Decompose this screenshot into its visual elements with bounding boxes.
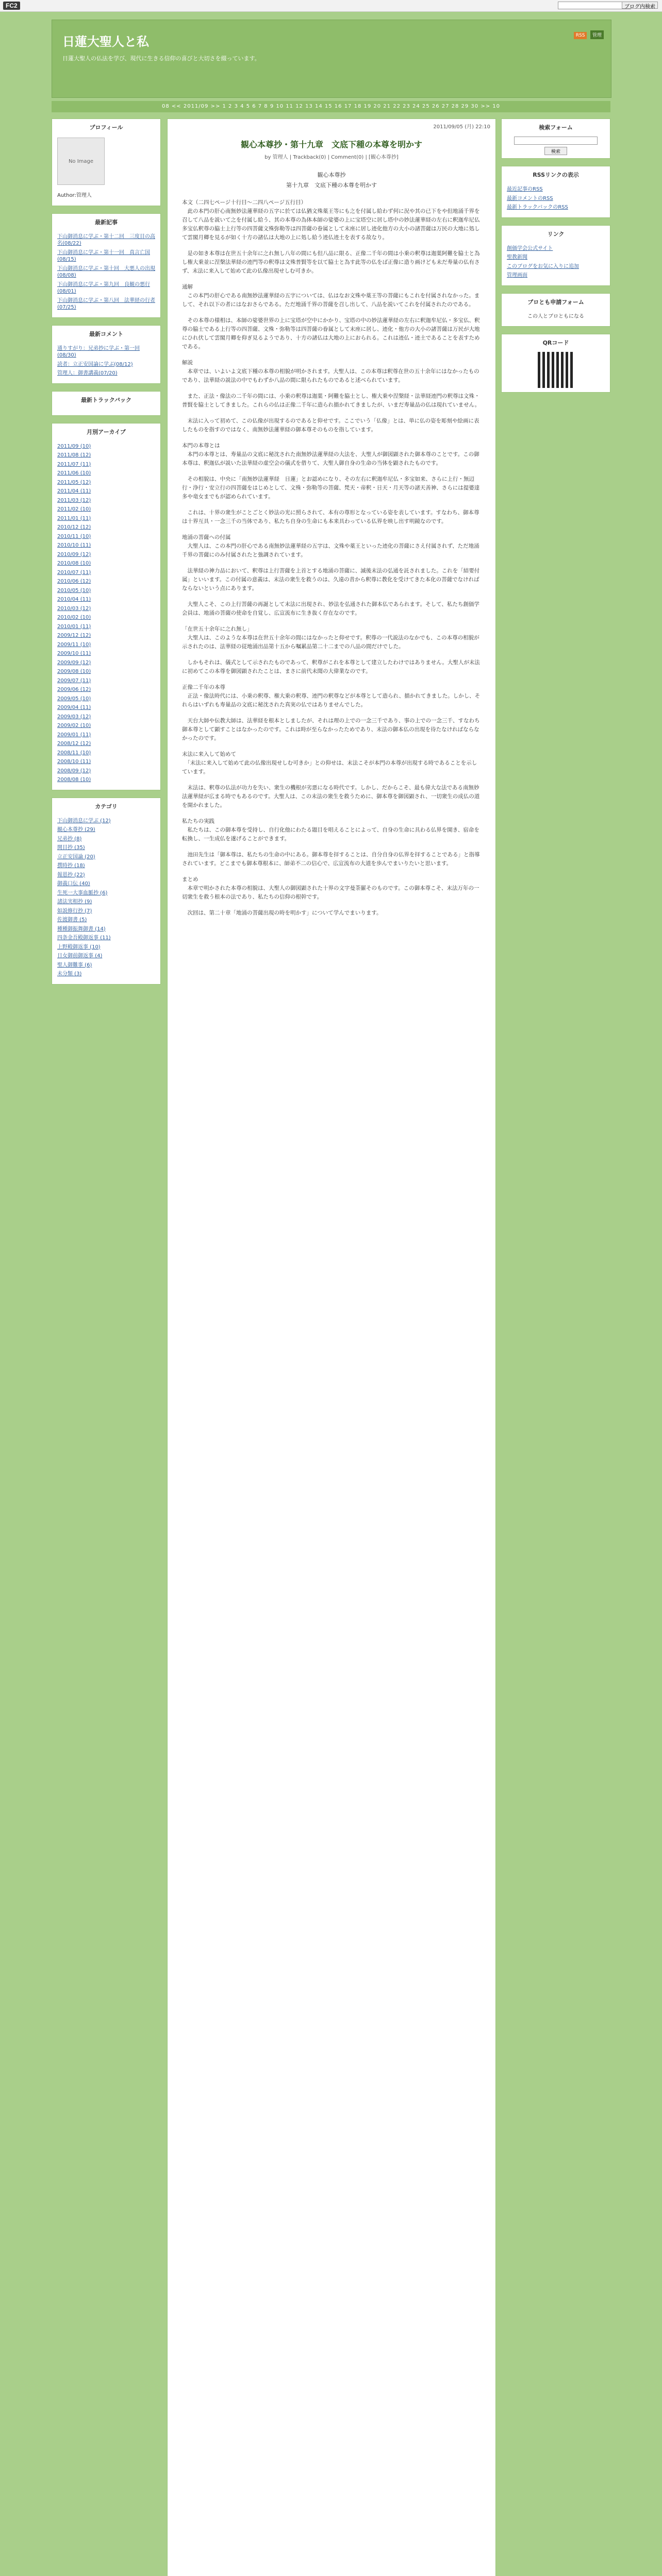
recent-entries-list [52, 229, 160, 317]
entry-paragraph: 地涌の菩薩への付属 大聖人は、この本門の肝心である南無妙法蓮華経の五字は、文殊や薬王といった迹化の菩薩にさえ付属されず、ただ地涌千界の菩薩にのみ付属されたと強調されています。 [182, 534, 479, 558]
archives-box [52, 423, 161, 790]
search-title: 検索フォーム [502, 119, 610, 134]
archive-link[interactable]: 2010/01 (11) [57, 623, 91, 630]
archive-link[interactable]: 2011/05 (12) [57, 479, 91, 485]
archive-link[interactable]: 2011/02 (10) [57, 506, 91, 512]
category-link[interactable]: 下山御消息に学ぶ (12) [57, 818, 111, 824]
archive-link[interactable]: 2008/09 (12) [57, 768, 91, 774]
entry-paragraph: 末法に来入して始めて 「末法に来入して始めて此の仏像出現せしむ可きか」との仰せは、末法こそが本門の本尊が出現する時であることを示しています。 [182, 751, 477, 775]
rss-button[interactable]: RSS [574, 32, 587, 39]
recent-comments-list [52, 341, 160, 383]
qr-box [501, 334, 610, 393]
entry-paragraph: 是の如き本尊は在世五十余年に之れ無し八年の間にも但八品に限る、正像二千年の間は小乗の釈尊は迦葉阿難を脇士と為し権大乗並に涅槃法華経の迹門等の釈尊は文殊普賢等を以て脇士と為す此等の仏をば正像に造り画けども未だ寿量の仏有さず、末法に来入して始めて此の仏像出現せしむ可きか。 [182, 250, 480, 275]
recent-comments-box [52, 325, 161, 384]
external-link[interactable]: 創価学会公式サイト [507, 245, 553, 251]
archive-link[interactable]: 2009/03 (12) [57, 714, 91, 720]
recent-entry-link[interactable]: 下山御消息に学ぶ・第十一回 真言亡国(08/15) [57, 249, 150, 262]
archive-link[interactable]: 2009/07 (11) [57, 677, 91, 684]
archive-link[interactable]: 2009/09 (12) [57, 659, 91, 666]
category-link[interactable]: 立正安国論 (20) [57, 854, 95, 860]
recent-entry-link[interactable]: 下山御消息に学ぶ・第十二回 三度目の高名(08/22) [57, 233, 155, 246]
category-link[interactable]: 如説修行抄 (7) [57, 908, 92, 914]
archive-link[interactable]: 2009/10 (11) [57, 651, 91, 656]
entry-paragraph: 天台大師や伝教大師は、法華経を根本としましたが、それは理の上での一念三千であり、事の上での一念三千、すなわち御本尊として顕すことはなかったのです。これは時が至らなかったためであり、末法の御本仏の出現を待たなければならなかったのです。 [182, 718, 480, 742]
fc2-logo[interactable]: FC2 [3, 2, 20, 10]
rss-list [502, 182, 610, 217]
categories-list [52, 814, 160, 984]
categories-title: カテゴリ [52, 798, 160, 814]
category-link[interactable]: 日女御前御返事 (4) [57, 953, 103, 959]
archive-link[interactable]: 2009/08 (10) [57, 669, 91, 674]
archive-link[interactable]: 2010/03 (12) [57, 605, 91, 612]
archive-link[interactable]: 2008/11 (10) [57, 750, 91, 756]
archive-link[interactable]: 2009/06 (12) [57, 687, 91, 692]
rss-link[interactable]: 最近記事のRSS [507, 187, 543, 192]
admin-button[interactable]: 管理 [590, 30, 604, 39]
trackbacks-list [52, 407, 160, 415]
main-entry [167, 118, 496, 2576]
rss-title: RSSリンクの表示 [502, 166, 610, 182]
qr-title: QRコード [502, 334, 610, 350]
archive-link[interactable]: 2009/01 (11) [57, 732, 91, 738]
archive-link[interactable]: 2010/11 (10) [57, 533, 91, 539]
archive-link[interactable]: 2010/02 (10) [57, 615, 91, 620]
category-link[interactable]: 生死一大事血脈抄 (6) [57, 890, 108, 896]
category-link[interactable]: 四条金吾殿御返事 (11) [57, 935, 111, 941]
archive-link[interactable]: 2008/12 (12) [57, 741, 91, 747]
entry-paragraph: まとめ 本章で明かされた本尊の相貌は、大聖人の御図顕された十界の文字曼荼羅そのものです。この御本尊こそ、末法万年の一切衆生を救う根本の法であり、私たちの信仰の根幹です。 [182, 876, 479, 901]
recent-entry-link[interactable]: 下山御消息に学ぶ・第八回 法華経の行者(07/25) [57, 297, 155, 310]
category-link[interactable]: 御義口伝 (40) [57, 881, 90, 887]
profile-title: プロフィール [52, 119, 160, 134]
archive-link[interactable]: 2011/08 (12) [57, 452, 91, 458]
archive-link[interactable]: 2009/05 (10) [57, 696, 91, 702]
blog-title[interactable]: 日蓮大聖人と私 [62, 35, 149, 49]
archive-link[interactable]: 2009/12 (12) [57, 633, 91, 638]
entry-paragraph: 解説 本章では、いよいよ文底下種の本尊の相貌が明かされます。大聖人は、この本尊は釈尊在世の五十余年にはなかったものであり、法華経の説法の中でもわずか八品の間に限られたものであると述べられています。 [182, 360, 479, 384]
archive-link[interactable]: 2010/09 (12) [57, 551, 91, 557]
entry-chapter: 第十九章 文底下種の本尊を明かす [286, 182, 377, 189]
entry-body [168, 198, 495, 918]
entry-paragraph: 本門の本尊とは 本門の本尊とは、寿量品の文底に秘沈された南無妙法蓮華経の大法を、大聖人が御図顕された御本尊のことです。この御本尊は、釈迦仏が説いた法華経の虚空会の儀式を借りて、大聖人御自身の生命の当体を顕されたものです。 [182, 443, 479, 467]
entry-paragraph: 池田先生は「御本尊は、私たちの生命の中にある。御本尊を拝することは、自分自身の仏界を拝することである」と指導されています。どこまでも御本尊根本に、師弟不二の信心で、広宣流布の大道を歩んでまいりたいと思います。 [182, 852, 480, 867]
profile-box [52, 118, 161, 206]
recent-comment-link[interactable]: 管理人：御書講義(07/20) [57, 370, 118, 376]
left-sidebar [52, 118, 161, 992]
blotomo-title: ブロとも申請フォーム [502, 294, 610, 309]
category-link[interactable]: 種種御振舞御書 (14) [57, 926, 106, 932]
entry-paragraph: その本尊の様相は、本師の娑婆世界の上に宝塔が空中にかかり、宝塔の中の妙法蓮華経の左右に釈迦牟尼仏・多宝仏、釈尊の脇士である上行等の四菩薩、文殊・弥勒等は四菩薩の眷属として末座に居し、迹化・他方の大小の諸菩薩は万民が大地にひれ伏して雲閣月卿を仰ぎ見るようであり、十方の諸仏は大地の上におられる。これは迹仏・迹土であることを表すためである。 [182, 317, 480, 350]
fc2-search-input[interactable] [558, 2, 631, 9]
recent-entry-link[interactable]: 下山御消息に学ぶ・第九回 良観の悪行(08/01) [57, 281, 150, 294]
archive-link[interactable]: 2011/06 (10) [57, 470, 91, 476]
entry-paragraph: 末法は、釈尊の仏法が功力を失い、衆生の機根が劣悪になる時代です。しかし、だからこそ、最も偉大な法である南無妙法蓮華経が広まる時でもあるのです。大聖人は、この末法の衆生を救うために、御本尊を御図顕され、一切衆生の成仏の道を開かれました。 [182, 785, 480, 809]
entry-paragraph: 法華経の神力品において、釈尊は上行菩薩を上首とする地涌の菩薩に、滅後末法の弘通を託されました。これを「結要付属」といいます。この付属の意義は、末法の衆生を救うのは、久遠の昔から釈尊に教化を受けてきた本化の菩薩でなければならないという点にあります。 [182, 568, 480, 592]
entry-paragraph: 私たちの実践 私たちは、この御本尊を受持し、自行化他にわたる題目を唱えることによって、自身の生命に具わる仏界を開き、宿命を転換し、一生成仏を遂げることができます。 [182, 818, 479, 842]
entry-paragraph: また、正法・像法の二千年の間には、小乗の釈尊は迦葉・阿難を脇士とし、権大乗や涅槃経・法華経迹門の釈尊は文殊・普賢を脇士としてきました。これらの仏は正像二千年に造られ描かれてきましたが、いまだ寿量品の仏は現れていません。 [182, 393, 481, 409]
category-link[interactable]: 撰時抄 (18) [57, 863, 85, 869]
fc2-search-button[interactable]: ブログ内検索 [622, 2, 658, 9]
archive-link[interactable]: 2009/11 (10) [57, 641, 91, 648]
qr-code-icon [538, 352, 574, 388]
calendar-bar[interactable]: 08 << 2011/09 >> 1 2 3 4 5 6 7 8 9 10 11 12 13 14 15 16 17 18 19 20 21 22 23 24 25 26 27 28 29 30 >> 10 [52, 101, 610, 112]
category-link[interactable]: 上野殿御返事 (10) [57, 944, 101, 950]
category-link[interactable]: 兄弟抄 (8) [57, 836, 82, 842]
entry-paragraph: 通解 この本門の肝心である南無妙法蓮華経の五字については、仏はなお文殊や薬王等の菩薩にもこれを付属されなかった。まして、それ以下の者にはなおさらである。ただ地涌千界の菩薩を召し出して、八品を説いてこれを付属されたのである。 [182, 284, 480, 308]
archive-link[interactable]: 2011/01 (11) [57, 515, 91, 521]
category-link[interactable]: 未分類 (3) [57, 971, 82, 977]
category-link[interactable]: 観心本尊抄 (29) [57, 827, 95, 833]
archive-link[interactable]: 2008/10 (11) [57, 759, 91, 765]
search-input[interactable] [514, 137, 598, 145]
archives-title: 月別アーカイブ [52, 423, 160, 439]
archive-link[interactable]: 2011/04 (11) [57, 488, 91, 494]
entry-paragraph: 正像二千年の本尊 正法・像法時代には、小乗の釈尊、権大乗の釈尊、迹門の釈尊などが本尊として造られ、描かれてきました。しかし、それらはいずれも寿量品の文底に秘沈された真実の仏ではありませんでした。 [182, 684, 481, 708]
header-buttons [572, 30, 604, 39]
rss-link[interactable]: 最新コメントのRSS [507, 195, 553, 201]
archive-link[interactable]: 2010/08 (10) [57, 561, 91, 566]
entry-paragraph: 「在世五十余年に之れ無し」 大聖人は、このような本尊は在世五十余年の間にはなかったと仰せです。釈尊の一代説法のなかでも、この本尊の相貌が示されたのは、法華経の従地涌出品第十五から嘱累品第二十二までの八品の間だけでした。 [182, 626, 479, 650]
entry-title[interactable]: 観心本尊抄・第十九章 文底下種の本尊を明かす [240, 140, 422, 149]
blog-description: 日蓮大聖人の仏法を学び、現代に生きる信仰の喜びと大切さを綴っています。 [62, 55, 260, 62]
links-box [501, 225, 610, 286]
entry-paragraph: その相貌は、中央に「南無妙法蓮華経 日蓮」とお認めになり、その左右に釈迦牟尼仏・多宝如来、さらに上行・無辺行・浄行・安立行の四菩薩をはじめとして、文殊・弥勒等の菩薩、梵天・帝釈・日天・月天等の諸天善神、さらには提婆達多や竜女までもが認められています。 [182, 476, 480, 500]
external-link[interactable]: 管理画面 [507, 273, 527, 278]
archive-link[interactable]: 2010/06 (12) [57, 579, 91, 584]
archive-link[interactable]: 2010/07 (11) [57, 569, 91, 575]
search-box [501, 118, 610, 159]
archive-link[interactable]: 2010/04 (11) [57, 597, 91, 602]
category-link[interactable]: 報恩抄 (22) [57, 872, 85, 878]
entry-paragraph: 本文（二四七ページ十行目〜二四八ページ五行目） 此の本門の肝心南無妙法蓮華経の五字に於ては仏猶文殊薬王等にも之を付属し給わず何に況や其の已下をや但地涌千界を召して八品を説いて之を付属し給う、其の本尊の為体本師の娑婆の上に宝塔空に居し塔中の妙法蓮華経の左右に釈迦牟尼仏多宝仏釈尊の脇士上行等の四菩薩文殊弥勒等は四菩薩の眷属として末座に居し迹化他方の大小の諸菩薩は万民の大地に処して雲閣月卿を見るが如く十方の諸仏は大地の上に処し給う迹仏迹土を表する故なり。 [182, 199, 480, 241]
trackbacks-title: 最新トラックバック [52, 392, 160, 407]
archive-link[interactable]: 2011/07 (11) [57, 461, 91, 467]
entry-meta[interactable]: by 管理人 | Trackback(0) | Comment(0) | [観心本尊抄] [264, 155, 399, 161]
search-button[interactable]: 検索 [544, 147, 567, 155]
archive-link[interactable]: 2009/02 (10) [57, 723, 91, 728]
archive-link[interactable]: 2008/08 (10) [57, 777, 91, 783]
category-link[interactable]: 聖人御難事 (6) [57, 962, 92, 968]
archives-list [52, 439, 160, 790]
categories-box [52, 798, 161, 985]
blotomo-link[interactable]: この人とブロともになる [527, 313, 584, 319]
archive-link[interactable]: 2011/03 (12) [57, 497, 91, 503]
blotomo-box [501, 293, 610, 327]
recent-comment-link[interactable]: 読者：立正安国論に学ぶ(08/12) [57, 361, 133, 367]
rss-box [501, 166, 610, 218]
right-sidebar [501, 118, 610, 400]
external-link[interactable]: 聖教新聞 [507, 255, 527, 260]
archive-link[interactable]: 2010/12 (12) [57, 524, 91, 530]
entry-paragraph: 次回は、第二十章「地涌の菩薩出現の時を明かす」について学んでまいります。 [182, 910, 382, 917]
blog-header [52, 20, 611, 98]
profile-author[interactable]: Author:管理人 [57, 193, 92, 198]
archive-link[interactable]: 2009/04 (11) [57, 705, 91, 710]
entry-paragraph: これは、十界の衆生がことごとく妙法の光に照らされて、本有の尊形となっている姿を表しています。すなわち、御本尊は十界互具・一念三千の当体であり、私たち自身の生命にも本来具わっている仏界を映し出す明鏡なのです。 [182, 510, 479, 525]
archive-link[interactable]: 2010/05 (10) [57, 587, 91, 594]
rss-link[interactable]: 最新トラックバックのRSS [507, 205, 568, 210]
recent-entries-box [52, 213, 161, 318]
archive-link[interactable]: 2010/10 (11) [57, 543, 91, 548]
links-title: リンク [502, 226, 610, 241]
entry-subtitle: 観心本尊抄 [317, 172, 346, 179]
category-link[interactable]: 諸法実相抄 (9) [57, 899, 92, 905]
category-link[interactable]: 佐渡御書 (5) [57, 917, 87, 923]
entry-paragraph: 末法に入って初めて、この仏像が出現するのであると仰せです。ここでいう「仏像」とは、単に仏の姿を彫刻や絵画に表したものを指すのではなく、南無妙法蓮華経の御本尊そのものを指しています。 [182, 418, 479, 433]
entry-date: 2011/09/05 (月) 22:10 [433, 124, 490, 130]
entry-paragraph: しかもそれは、儀式として示されたものであって、釈尊がこれを本尊として建立したわけではありません。大聖人が末法に初めてこの本尊を御図顕されたことは、まさに前代未聞の大偉業なのです。 [182, 659, 480, 675]
category-link[interactable]: 開目抄 (35) [57, 845, 85, 851]
recent-entries-title: 最新記事 [52, 214, 160, 229]
trackbacks-box [52, 391, 161, 416]
recent-comment-link[interactable]: 通りすがり：兄弟抄に学ぶ・第一回(08/30) [57, 345, 140, 358]
archive-link[interactable]: 2011/09 (10) [57, 443, 91, 449]
external-link[interactable]: このブログをお気に入りに追加 [507, 263, 579, 269]
recent-comments-title: 最新コメント [52, 326, 160, 341]
recent-entry-link[interactable]: 下山御消息に学ぶ・第十回 大悪人の出現(08/08) [57, 265, 155, 278]
profile-image: No Image [57, 138, 105, 185]
entry-paragraph: 大聖人こそ、この上行菩薩の再誕として末法に出現され、妙法を弘通された御本仏であられます。そして、私たち創価学会員は、地涌の菩薩の使命を自覚し、広宣流布に生き抜く存在なのです。 [182, 601, 479, 617]
fc2-top-bar [0, 0, 662, 12]
links-list [502, 241, 610, 285]
